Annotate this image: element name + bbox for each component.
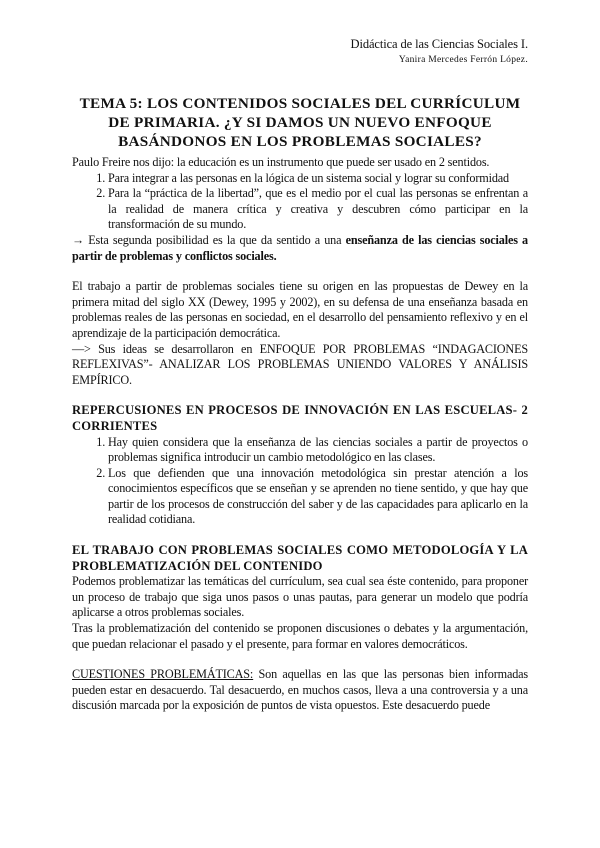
course-name: Didáctica de las Ciencias Sociales I. xyxy=(350,37,528,51)
innovation-list xyxy=(72,435,528,529)
intro-list-item: 2. Para la “práctica de la libertad”, que es el medio por el cual las personas se enfrentan a la realidad de manera crítica y creativa y descubren cómo participar en la transformación de su mundo. xyxy=(108,186,528,233)
cuestiones-term: CUESTIONES PROBLEMÁTICAS: xyxy=(72,667,254,682)
section-heading-methodology: EL TRABAJO CON PROBLEMAS SOCIALES COMO METODOLOGÍA Y LA PROBLEMATIZACIÓN DEL CONTENIDO xyxy=(72,543,528,573)
innovation-list-item: 2. Los que defienden que una innovación metodológica sin prestar atención a los conocimientos específicos que se enseñan y se aprenden no tiene sentido, y que hay que partir de los procesos de construcción del saber y de las capacidades para aplicarlo en la realidad cotidiana. xyxy=(108,466,528,528)
spacer xyxy=(72,264,528,279)
author-name: Yanira Mercedes Ferrón López. xyxy=(398,55,528,65)
spacer xyxy=(72,652,528,667)
methodology-paragraph-1: Podemos problematizar las temáticas del currículum, sea cual sea éste contenido, para proponer un proceso de trabajo que siga unos pasos o unas pautas, para generar un modelo que podría aplicarse a otros problemas sociales. xyxy=(72,574,528,620)
intro-conclusion xyxy=(72,233,528,264)
spacer xyxy=(72,388,528,403)
document-body xyxy=(72,94,528,714)
intro-conclusion-emphasis: enseñanza de las ciencias sociales a partir de problemas y conflictos sociales. xyxy=(72,232,529,263)
cuestiones-paragraph xyxy=(72,667,528,714)
intro-conclusion-text: → Esta segunda posibilidad es la que da sentido a una xyxy=(72,232,346,247)
intro-lead: Paulo Freire nos dijo: la educación es un instrumento que puede ser usado en 2 sentidos. xyxy=(72,155,490,169)
intro-list-item: 1. Para integrar a las personas en la lógica de un sistema social y lograr su conformidad xyxy=(108,171,528,187)
innovation-list-item: 1. Hay quien considera que la enseñanza de las ciencias sociales a partir de proyectos o problemas significa introducir un cambio metodológico en las clases. xyxy=(108,435,528,466)
dewey-paragraph: El trabajo a partir de problemas sociales tiene su origen en las propuestas de Dewey en la primera mitad del siglo XX (Dewey, 1995 y 2002), en su defensa de una enseñanza basada en problemas reales de las personas en sociedad, en el desarrollo del pensamiento reflexivo y en el aprendizaje de la participación democrática. xyxy=(72,279,528,340)
section-heading-innovation: REPERCUSIONES EN PROCESOS DE INNOVACIÓN EN LAS ESCUELAS- 2 CORRIENTES xyxy=(72,403,528,433)
intro-list xyxy=(72,171,528,233)
spacer xyxy=(72,528,528,543)
dewey-note: —> Sus ideas se desarrollaron en ENFOQUE POR PROBLEMAS “INDAGACIONES REFLEXIVAS”- ANALIZAR LOS PROBLEMAS UNIENDO VALORES Y ANÁLISIS EMPÍRICO. xyxy=(72,341,528,387)
document-title: TEMA 5: LOS CONTENIDOS SOCIALES DEL CURRÍCULUM DE PRIMARIA. ¿Y SI DAMOS UN NUEVO ENFOQUE BASÁNDONOS EN LOS PROBLEMAS SOCIALES? xyxy=(79,95,521,150)
cuestiones-text: Son aquellas en las que las personas bien informadas pueden estar en desacuerdo. Tal desacuerdo, en muchos casos, lleva a una controversia y a una discusión marcada por la exposición de puntos de vista opuestos. Este desacuerdo puede xyxy=(72,667,528,713)
page-header xyxy=(351,36,528,67)
methodology-paragraph-2: Tras la problematización del contenido se proponen discusiones o debates y la argumentación, que puedan relacionar el pasado y el presente, para formar en valores democráticos. xyxy=(72,621,528,651)
